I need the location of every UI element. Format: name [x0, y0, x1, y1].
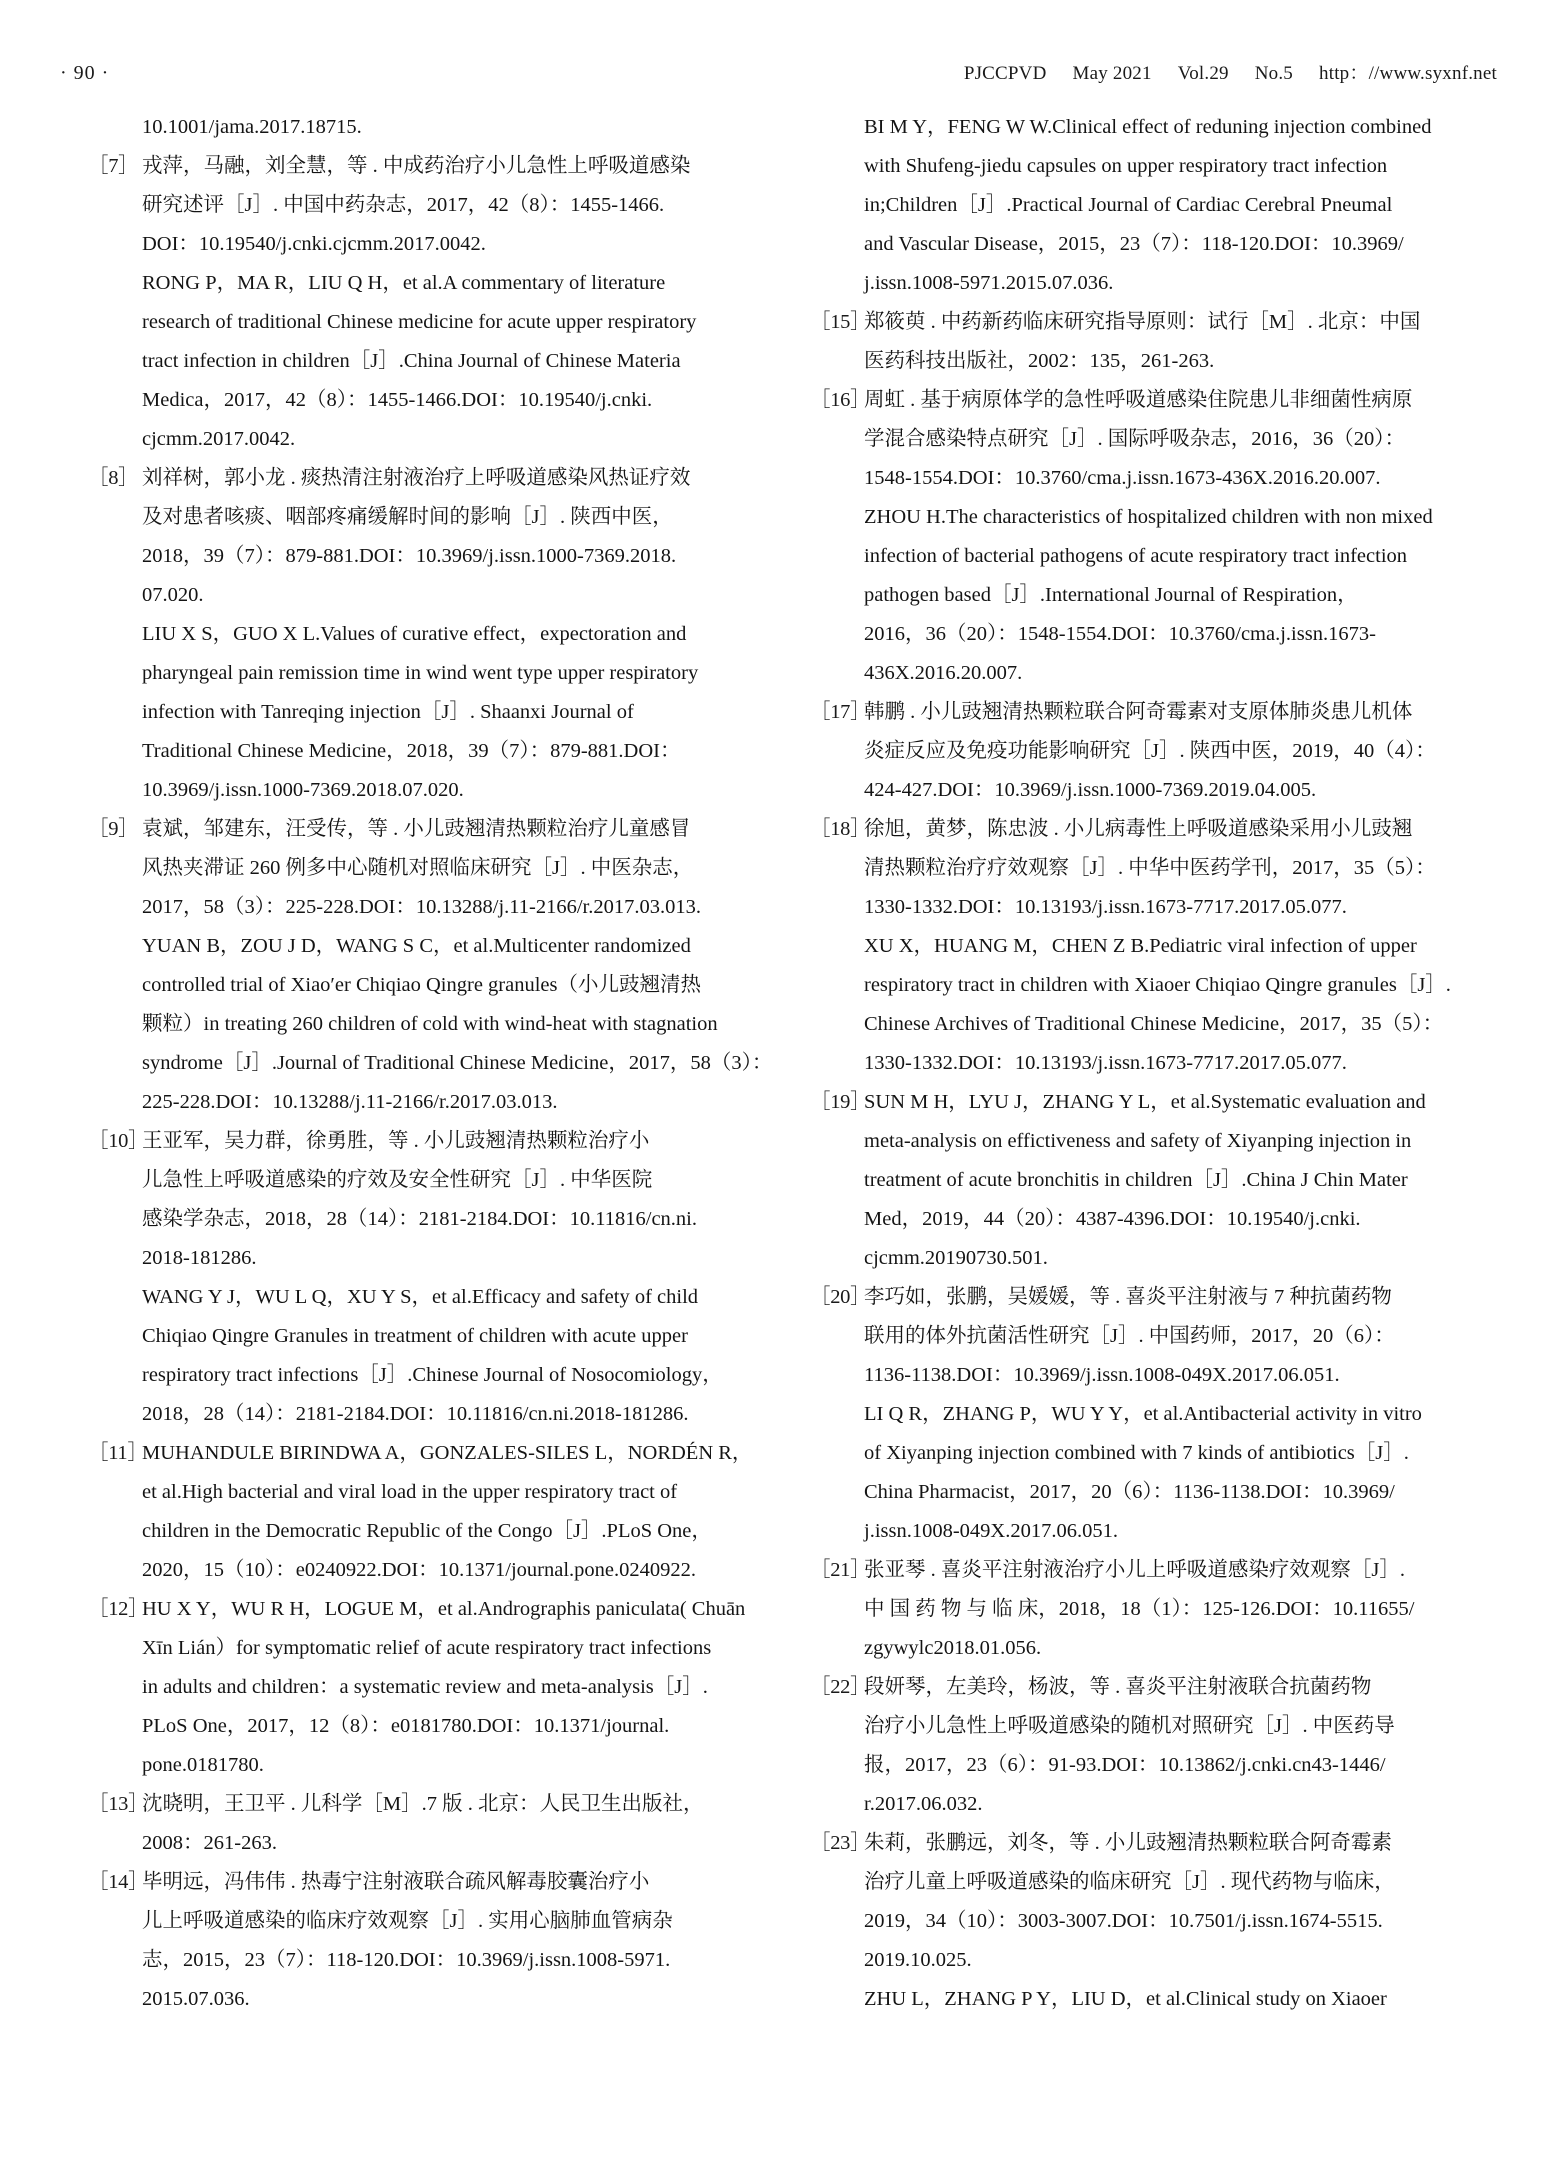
reference-line: 2018，28（14）：2181-2184.DOI：10.11816/cn.ni.2018-181286.	[142, 1403, 689, 1425]
reference-line: of Xiyanping injection combined with 7 kinds of antibiotics［J］.	[864, 1442, 1409, 1464]
reference-line: tract infection in children［J］.China Journal of Chinese Materia	[142, 350, 681, 372]
reference-text	[142, 147, 748, 264]
reference-line: 2016，36（20）：1548-1554.DOI：10.3760/cma.j.issn.1673-	[864, 623, 1376, 645]
reference-line: MUHANDULE BIRINDWA A，GONZALES-SILES L，NORDÉN R，	[142, 1442, 753, 1464]
reference-entry	[88, 1863, 748, 2019]
reference-line: 炎症反应及免疫功能影响研究［J］. 陕西中医，2019，40（4）：	[864, 740, 1436, 762]
reference-line: 儿急性上呼吸道感染的疗效及安全性研究［J］. 中华医院	[142, 1169, 653, 1191]
reference-line: 10.3969/j.issn.1000-7369.2018.07.020.	[142, 779, 464, 801]
reference-line: 1548-1554.DOI：10.3760/cma.j.issn.1673-436X.2016.20.007.	[864, 467, 1381, 489]
reference-line: pone.0181780.	[142, 1754, 264, 1776]
reference-line: 1330-1332.DOI：10.13193/j.issn.1673-7717.2017.05.077.	[864, 1052, 1347, 1074]
reference-entry	[810, 303, 1470, 381]
reference-number: ［16］	[810, 389, 871, 411]
reference-number: ［12］	[88, 1598, 149, 1620]
reference-continuation	[864, 1980, 1470, 2019]
reference-entry	[810, 1278, 1470, 1395]
reference-text	[142, 1434, 753, 1590]
reference-line: and Vascular Disease，2015，23（7）：118-120.DOI：10.3969/	[864, 233, 1404, 255]
reference-continuation	[142, 108, 748, 147]
reference-line: children in the Democratic Republic of the Congo［J］.PLoS One，	[142, 1520, 712, 1542]
reference-line: 2020，15（10）：e0240922.DOI：10.1371/journal.pone.0240922.	[142, 1559, 697, 1581]
reference-line: Chiqiao Qingre Granules in treatment of children with acute upper	[142, 1325, 688, 1347]
reference-line: infection of bacterial pathogens of acute respiratory tract infection	[864, 545, 1408, 567]
reference-continuation	[864, 498, 1470, 693]
reference-line: ZHU L，ZHANG P Y，LIU D，et al.Clinical study on Xiaoer	[864, 1988, 1387, 2010]
reference-entry	[88, 1122, 748, 1278]
reference-line: ZHOU H.The characteristics of hospitalized children with non mixed	[864, 506, 1433, 528]
reference-line: 志，2015，23（7）：118-120.DOI：10.3969/j.issn.1008-5971.	[142, 1949, 671, 1971]
journal-abbreviation: PJCCPVD	[963, 63, 1047, 84]
reference-line: syndrome［J］.Journal of Traditional Chinese Medicine，2017，58（3）：	[142, 1052, 773, 1074]
reference-line: 风热夹滞证 260 例多中心随机对照临床研究［J］. 中医杂志，	[142, 857, 694, 879]
reference-line: research of traditional Chinese medicine for acute upper respiratory	[142, 311, 697, 333]
reference-line: cjcmm.2017.0042.	[142, 428, 296, 450]
reference-number: ［22］	[810, 1676, 871, 1698]
reference-entry	[88, 1590, 748, 1785]
reference-line: controlled trial of Xiao′er Chiqiao Qingre granules（小儿豉翘清热	[142, 974, 701, 996]
running-head-right	[964, 58, 1497, 85]
reference-text	[142, 810, 748, 927]
reference-text	[142, 1785, 748, 1863]
reference-line: DOI：10.19540/j.cnki.cjcmm.2017.0042.	[142, 233, 486, 255]
reference-line: 徐旭，黄梦，陈忠波 . 小儿病毒性上呼吸道感染采用小儿豉翘	[864, 818, 1413, 840]
reference-number: ［18］	[810, 818, 871, 840]
reference-number: ［13］	[88, 1793, 149, 1815]
reference-continuation	[142, 927, 773, 1122]
reference-entry	[88, 459, 748, 615]
reference-columns	[0, 108, 1557, 2019]
reference-line: 及对患者咳痰、咽部疼痛缓解时间的影响［J］. 陕西中医，	[142, 506, 673, 528]
reference-line: 2019，34（10）：3003-3007.DOI：10.7501/j.issn.1674-5515.	[864, 1910, 1383, 1932]
reference-line: 沈晓明，王卫平 . 儿科学［M］.7 版 . 北京：人民卫生出版社，	[142, 1793, 704, 1815]
reference-number: ［8］	[88, 467, 139, 489]
reference-number: ［7］	[88, 155, 139, 177]
reference-entry	[810, 1668, 1470, 1824]
reference-text	[142, 1122, 748, 1278]
reference-text	[864, 1278, 1470, 1395]
reference-line: 2019.10.025.	[864, 1949, 972, 1971]
reference-number: ［14］	[88, 1871, 149, 1893]
reference-continuation	[864, 1395, 1470, 1551]
reference-line: LI Q R，ZHANG P，WU Y Y，et al.Antibacterial activity in vitro	[864, 1403, 1422, 1425]
reference-line: pharyngeal pain remission time in wind went type upper respiratory	[142, 662, 699, 684]
reference-line: 报，2017，23（6）：91-93.DOI：10.13862/j.cnki.cn43-1446/	[864, 1754, 1386, 1776]
reference-line: 段妍琴，左美玲，杨波，等 . 喜炎平注射液联合抗菌药物	[864, 1676, 1372, 1698]
reference-number: ［21］	[810, 1559, 871, 1581]
reference-line: 儿上呼吸道感染的临床疗效观察［J］. 实用心脑肺血管病杂	[142, 1910, 673, 1932]
reference-text	[142, 459, 748, 615]
reference-line: 中 国 药 物 与 临 床，2018，18（1）：125-126.DOI：10.11655/	[864, 1598, 1415, 1620]
reference-number: ［10］	[88, 1130, 149, 1152]
reference-text	[142, 1863, 748, 2019]
reference-line: 436X.2016.20.007.	[864, 662, 1023, 684]
reference-line: XU X，HUANG M，CHEN Z B.Pediatric viral infection of upper	[864, 935, 1417, 957]
running-head	[60, 58, 1497, 92]
reference-text	[864, 1551, 1470, 1668]
reference-line: China Pharmacist，2017，20（6）：1136-1138.DOI：10.3969/	[864, 1481, 1395, 1503]
reference-line: 感染学杂志，2018，28（14）：2181-2184.DOI：10.11816/cn.ni.	[142, 1208, 697, 1230]
reference-line: YUAN B，ZOU J D，WANG S C，et al.Multicenter randomized	[142, 935, 691, 957]
issue-number: No.5	[1254, 63, 1294, 84]
reference-line: meta-analysis on effictiveness and safety of Xiyanping injection in	[864, 1130, 1412, 1152]
reference-line: 颗粒）in treating 260 children of cold with wind-heat with stagnation	[142, 1013, 718, 1035]
reference-line: 联用的体外抗菌活性研究［J］. 中国药师，2017，20（6）：	[864, 1325, 1395, 1347]
reference-continuation	[142, 264, 748, 459]
reference-line: 2015.07.036.	[142, 1988, 250, 2010]
reference-text	[864, 1824, 1470, 1980]
reference-text	[864, 1668, 1470, 1824]
reference-line: Chinese Archives of Traditional Chinese Medicine，2017，35（5）：	[864, 1013, 1444, 1035]
reference-line: 治疗小儿急性上呼吸道感染的随机对照研究［J］. 中医药导	[864, 1715, 1395, 1737]
reference-line: PLoS One，2017，12（8）：e0181780.DOI：10.1371/journal.	[142, 1715, 670, 1737]
reference-entry	[88, 1785, 748, 1863]
reference-number: ［17］	[810, 701, 871, 723]
reference-line: in adults and children：a systematic review and meta-analysis［J］.	[142, 1676, 708, 1698]
reference-text	[864, 693, 1470, 810]
reference-line: BI M Y，FENG W W.Clinical effect of reduning injection combined	[864, 116, 1432, 138]
reference-text	[864, 810, 1470, 927]
reference-number: ［11］	[88, 1442, 148, 1464]
reference-line: 2018-181286.	[142, 1247, 257, 1269]
reference-line: 07.020.	[142, 584, 204, 606]
reference-line: Medica，2017，42（8）：1455-1466.DOI：10.19540/j.cnki.	[142, 389, 653, 411]
reference-entry	[810, 810, 1470, 927]
reference-line: 1330-1332.DOI：10.13193/j.issn.1673-7717.2017.05.077.	[864, 896, 1347, 918]
reference-line: 10.1001/jama.2017.18715.	[142, 116, 362, 138]
reference-number: ［20］	[810, 1286, 871, 1308]
reference-line: 刘祥树，郭小龙 . 痰热清注射液治疗上呼吸道感染风热证疗效	[142, 467, 691, 489]
reference-line: respiratory tract infections［J］.Chinese Journal of Nosocomiology，	[142, 1364, 723, 1386]
reference-entry	[810, 1551, 1470, 1668]
reference-line: 韩鹏 . 小儿豉翘清热颗粒联合阿奇霉素对支原体肺炎患儿机体	[864, 701, 1413, 723]
reference-number: ［23］	[810, 1832, 871, 1854]
issue-date: May 2021	[1072, 63, 1152, 84]
reference-line: RONG P，MA R，LIU Q H，et al.A commentary of literature	[142, 272, 666, 294]
reference-number: ［9］	[88, 818, 139, 840]
reference-line: 朱莉，张鹏远，刘冬，等 . 小儿豉翘清热颗粒联合阿奇霉素	[864, 1832, 1392, 1854]
reference-line: 戎萍，马融，刘全慧，等 . 中成药治疗小儿急性上呼吸道感染	[142, 155, 691, 177]
reference-line: 研究述评［J］. 中国中药杂志，2017，42（8）：1455-1466.	[142, 194, 665, 216]
reference-line: 424-427.DOI：10.3969/j.issn.1000-7369.2019.04.005.	[864, 779, 1317, 801]
reference-continuation	[864, 108, 1470, 303]
reference-line: LIU X S，GUO X L.Values of curative effect，expectoration and	[142, 623, 687, 645]
reference-line: cjcmm.20190730.501.	[864, 1247, 1048, 1269]
reference-line: 张亚琴 . 喜炎平注射液治疗小儿上呼吸道感染疗效观察［J］.	[864, 1559, 1405, 1581]
reference-line: 2018，39（7）：879-881.DOI：10.3969/j.issn.1000-7369.2018.	[142, 545, 677, 567]
reference-number: ［19］	[810, 1091, 871, 1113]
reference-line: with Shufeng-jiedu capsules on upper respiratory tract infection	[864, 155, 1388, 177]
reference-line: Med，2019，44（20）：4387-4396.DOI：10.19540/j.cnki.	[864, 1208, 1361, 1230]
reference-number: ［15］	[810, 311, 871, 333]
reference-line: j.issn.1008-049X.2017.06.051.	[864, 1520, 1118, 1542]
reference-line: 2008：261-263.	[142, 1832, 277, 1854]
page-folio: · 90 ·	[60, 62, 110, 84]
reference-line: 医药科技出版社，2002：135，261-263.	[864, 350, 1215, 372]
reference-line: 郑筱萸 . 中药新药临床研究指导原则：试行［M］. 北京：中国	[864, 311, 1421, 333]
reference-line: Xīn Lián）for symptomatic relief of acute respiratory tract infections	[142, 1637, 712, 1659]
reference-line: 周虹 . 基于病原体学的急性呼吸道感染住院患儿非细菌性病原	[864, 389, 1413, 411]
reference-entry	[88, 147, 748, 264]
reference-entry	[810, 381, 1470, 498]
reference-entry	[810, 1083, 1470, 1278]
reference-text	[864, 1083, 1470, 1278]
reference-entry	[810, 1824, 1470, 1980]
reference-text	[864, 303, 1470, 381]
journal-url: http：//www.syxnf.net	[1319, 63, 1497, 84]
reference-line: 225-228.DOI：10.13288/j.11-2166/r.2017.03.013.	[142, 1091, 558, 1113]
reference-line: 毕明远，冯伟伟 . 热毒宁注射液联合疏风解毒胶囊治疗小	[142, 1871, 650, 1893]
reference-line: 治疗儿童上呼吸道感染的临床研究［J］. 现代药物与临床，	[864, 1871, 1395, 1893]
reference-line: in;Children［J］.Practical Journal of Cardiac Cerebral Pneumal	[864, 194, 1393, 216]
reference-text	[864, 381, 1470, 498]
reference-line: 学混合感染特点研究［J］. 国际呼吸杂志，2016，36（20）：	[864, 428, 1405, 450]
reference-line: respiratory tract in children with Xiaoer Chiqiao Qingre granules［J］.	[864, 974, 1451, 996]
reference-continuation	[142, 1278, 748, 1434]
reference-line: WANG Y J，WU L Q，XU Y S，et al.Efficacy and safety of child	[142, 1286, 699, 1308]
reference-line: j.issn.1008-5971.2015.07.036.	[864, 272, 1114, 294]
reference-line: 2017，58（3）：225-228.DOI：10.13288/j.11-2166/r.2017.03.013.	[142, 896, 701, 918]
reference-entry	[810, 693, 1470, 810]
volume-number: Vol.29	[1177, 63, 1229, 84]
reference-line: et al.High bacterial and viral load in the upper respiratory tract of	[142, 1481, 678, 1503]
reference-line: r.2017.06.032.	[864, 1793, 983, 1815]
reference-line: 王亚军，吴力群，徐勇胜，等 . 小儿豉翘清热颗粒治疗小	[142, 1130, 650, 1152]
reference-line: 李巧如，张鹏，吴媛媛，等 . 喜炎平注射液与 7 种抗菌药物	[864, 1286, 1392, 1308]
reference-line: SUN M H，LYU J，ZHANG Y L，et al.Systematic evaluation and	[864, 1091, 1426, 1113]
reference-line: 1136-1138.DOI：10.3969/j.issn.1008-049X.2017.06.051.	[864, 1364, 1340, 1386]
reference-entry	[88, 1434, 753, 1590]
reference-line: 袁斌，邹建东，汪受传，等 . 小儿豉翘清热颗粒治疗儿童感冒	[142, 818, 691, 840]
reference-line: zgywylc2018.01.056.	[864, 1637, 1042, 1659]
right-column	[810, 108, 1470, 2019]
reference-line: HU X Y，WU R H，LOGUE M，et al.Andrographis paniculata( Chuān	[142, 1598, 746, 1620]
reference-entry	[88, 810, 748, 927]
left-column	[88, 108, 773, 2019]
reference-line: 清热颗粒治疗疗效观察［J］. 中华中医药学刊，2017，35（5）：	[864, 857, 1436, 879]
reference-line: infection with Tanreqing injection［J］. Shaanxi Journal of	[142, 701, 634, 723]
reference-continuation	[864, 927, 1470, 1083]
reference-text	[142, 1590, 748, 1785]
reference-line: treatment of acute bronchitis in children［J］.China J Chin Mater	[864, 1169, 1408, 1191]
reference-continuation	[142, 615, 748, 810]
reference-line: pathogen based［J］.International Journal of Respiration，	[864, 584, 1358, 606]
reference-line: Traditional Chinese Medicine，2018，39（7）：879-881.DOI：	[142, 740, 681, 762]
